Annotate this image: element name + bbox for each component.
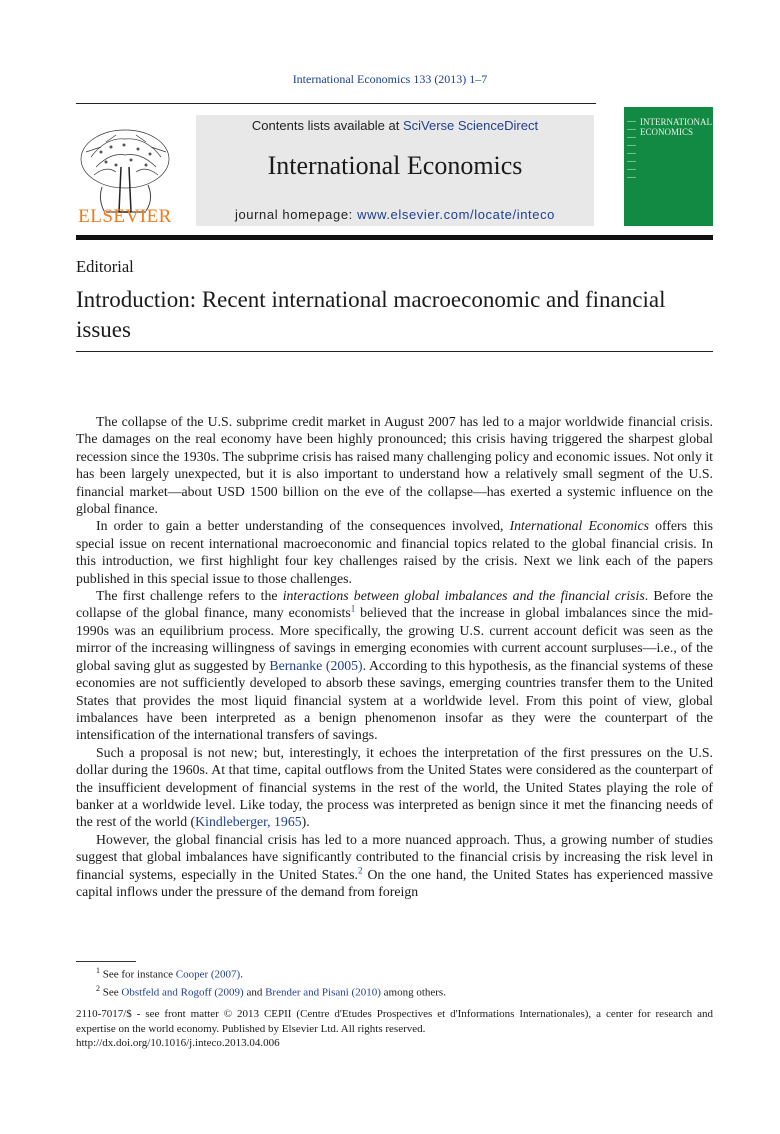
footnote-2: $^2$ See Obstfeld and Rogoff (2009) and Brender and Pisani (2010) among others.: [96, 984, 446, 999]
journal-masthead: [196, 115, 594, 226]
journal-cover-thumbnail: [624, 107, 713, 226]
footnote-divider: [76, 961, 136, 962]
paragraph-5: However, the global financial crisis has led to a more nuanced approach. Thus, a growing number of studies suggest that global imbalances have significantly contributed to the financial crisis by increasing the risk level in financial systems, especially in the United States.$^2$ On the one hand, the United States has experienced massive capital inflows under the pressure of the demand from foreign: [76, 831, 713, 899]
citation-cooper[interactable]: Cooper (2007): [175, 968, 241, 981]
copyright-line: 2110-7017/$ - see front matter © 2013 CEPII (Centre d'Etudes Prospectives et d'Informations Internationales), a center for research and expertise on the world economy. Published by Elsevier Ltd. All rights reserved.: [76, 1008, 713, 1035]
elsevier-wordmark: ELSEVIER: [78, 206, 172, 227]
challenge-emphasis: interactions between global imbalances and the financial crisis: [282, 588, 645, 604]
title-divider: [76, 351, 713, 352]
masthead-divider: [76, 235, 713, 240]
journal-name-emphasis: International Economics: [509, 518, 649, 534]
footnote-ref-2[interactable]: 2: [357, 864, 363, 875]
footnote-1: $^1$ See for instance Cooper (2007).: [96, 966, 243, 981]
section-label: Editorial: [76, 257, 134, 276]
article-title: Introduction: Recent international macroeconomic and financial issues: [76, 287, 666, 342]
citation-bernanke[interactable]: Bernanke (2005): [269, 657, 363, 673]
homepage-prefix: journal homepage:: [234, 207, 358, 222]
citation-brender-pisani[interactable]: Brender and Pisani (2010): [265, 986, 381, 999]
article-body: [76, 413, 713, 900]
doi-link[interactable]: http://dx.doi.org/10.1016/j.inteco.2013.04.006: [76, 1037, 280, 1049]
footnotes: [76, 964, 713, 1000]
footnote-ref-1[interactable]: 1: [350, 603, 356, 614]
paragraph-2: In order to gain a better understanding of the consequences involved, International Economics offers this special issue on recent international macroeconomic and financial topics related to the global financial crisis. In this introduction, we first highlight four key challenges raised by the crisis. Next we link each of the papers published in this special issue to those challenges.: [76, 518, 714, 586]
journal-homepage: [196, 207, 594, 222]
paragraph-4: Such a proposal is not new; but, interestingly, it echoes the interpretation of the first pressures on the U.S. dollar during the 1960s. At that time, capital outflows from the United States were considered as the counterpart of the insufficient development of financial systems in the rest of the world, the United States playing the role of banker at a worldwide level. Like today, the process was interpreted as benign since it met the financing needs of the rest of the world (Kindleberger, 1965).: [76, 744, 713, 830]
sciencedirect-link[interactable]: SciVerse ScienceDirect: [402, 118, 539, 133]
cover-title: INTERNATIONAL ECONOMICS: [640, 117, 712, 137]
paragraph-1: The collapse of the U.S. subprime credit market in August 2007 has led to a major worldwide financial crisis. The damages on the real economy have been highly pronounced; this crisis having triggered the sharpest global recession since the 1930s. The subprime crisis has raised many challenging policy and economic issues. Not only it has been largely unexpected, but it is also important to understand how a relatively small segment of the U.S. financial market—about USD 1500 billion on the eve of the collapse—has exerted a systemic influence on the global finance.: [76, 414, 713, 517]
contents-availability: [196, 118, 594, 133]
citation-obstfeld-rogoff[interactable]: Obstfeld and Rogoff (2009): [121, 986, 244, 999]
homepage-link[interactable]: www.elsevier.com/locate/inteco: [357, 207, 556, 222]
journal-title: International Economics: [267, 151, 523, 180]
citation-kindleberger[interactable]: Kindleberger, 1965: [195, 814, 302, 830]
header-divider: [76, 103, 596, 104]
contents-prefix: Contents lists available at: [251, 118, 403, 133]
paragraph-3: The first challenge refers to the interactions between global imbalances and the financial crisis. Before the collapse of the global finance, many economists$^1$ believed that the increase in global imbalances since the mid-1990s was an equilibrium process. More specifically, the growing U.S. current account deficit was seen as the mirror of the increasing willingness of savings in emerging economies with current account surpluses—i.e., of the global saving glut as suggested by Bernanke (2005). According to this hypothesis, as the financial systems of these economies are not sufficiently developed to absorb these savings, emerging countries transfer them to the United States that provides the most liquid financial system at a worldwide level. From this point of view, global imbalances have been interpreted as a benign phenomenon insofar as they were the counterpart of the intensification of the international transfers of savings.: [76, 588, 714, 743]
journal-citation[interactable]: International Economics 133 (2013) 1–7: [292, 72, 488, 86]
copyright-notice: [76, 1007, 713, 1051]
